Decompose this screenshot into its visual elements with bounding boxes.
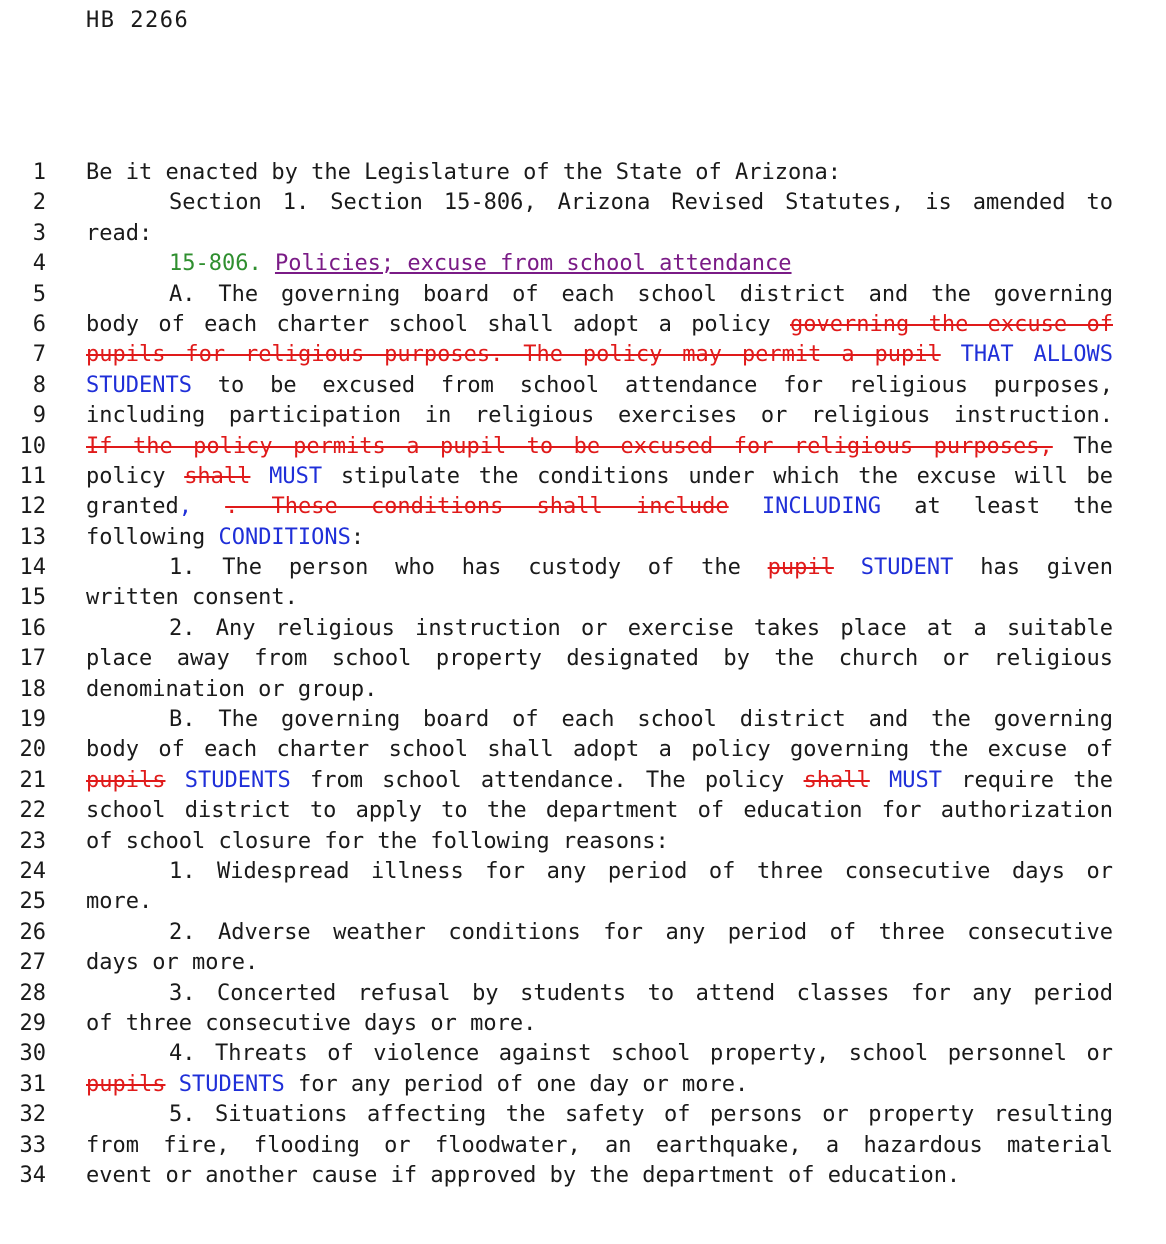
text-segment: stipulate the conditions under which the excuse will be bbox=[322, 463, 1113, 489]
bill-line bbox=[0, 219, 1166, 249]
inserted-text: THAT ALLOWS bbox=[960, 342, 1113, 368]
line-text bbox=[86, 857, 1113, 887]
inserted-text: , bbox=[178, 494, 226, 520]
line-number: 8 bbox=[32, 372, 46, 398]
text-segment: body of each charter school shall adopt a policy bbox=[86, 311, 791, 337]
text-segment: following bbox=[86, 524, 219, 550]
text-segment: 3. Concerted refusal by students to attend classes for any period bbox=[169, 980, 1113, 1006]
text-segment: from school attendance. The policy bbox=[290, 767, 804, 793]
text-segment: 5. Situations affecting the safety of persons or property resulting bbox=[169, 1102, 1113, 1128]
line-text bbox=[86, 948, 1113, 978]
line-text bbox=[86, 401, 1113, 431]
line-number: 17 bbox=[19, 646, 46, 672]
bill-line bbox=[0, 675, 1166, 705]
bill-line bbox=[0, 1131, 1166, 1161]
line-number: 28 bbox=[19, 980, 46, 1006]
bill-line bbox=[0, 188, 1166, 218]
text-segment: : bbox=[350, 524, 365, 550]
text-segment: of school closure for the following reasons: bbox=[86, 828, 669, 854]
bill-line bbox=[0, 1009, 1166, 1039]
text-segment: denomination or group. bbox=[86, 676, 378, 702]
line-text bbox=[86, 918, 1113, 948]
text-segment bbox=[165, 1072, 178, 1097]
bill-line bbox=[0, 340, 1166, 370]
text-segment: more. bbox=[86, 889, 153, 915]
bill-line bbox=[0, 462, 1166, 492]
bill-line bbox=[0, 492, 1166, 522]
bill-text bbox=[0, 158, 1166, 1191]
bill-line bbox=[0, 827, 1166, 857]
line-number: 5 bbox=[32, 281, 46, 307]
line-number: 2 bbox=[32, 190, 46, 216]
line-number: 25 bbox=[19, 889, 46, 915]
line-text bbox=[86, 1070, 1113, 1100]
bill-line bbox=[0, 523, 1166, 553]
line-number: 33 bbox=[19, 1132, 46, 1158]
line-text bbox=[86, 583, 1113, 613]
text-segment: to be excused from school attendance for religious purposes, bbox=[191, 372, 1113, 398]
bill-line bbox=[0, 1161, 1166, 1191]
line-text bbox=[86, 158, 1113, 188]
stricken-text: governing the excuse of bbox=[790, 311, 1113, 337]
text-segment: 1. The person who has custody of the bbox=[169, 555, 768, 581]
bill-line bbox=[0, 371, 1166, 401]
line-text bbox=[86, 675, 1113, 705]
text-segment bbox=[165, 768, 184, 793]
bill-line bbox=[0, 887, 1166, 917]
line-number: 32 bbox=[19, 1102, 46, 1128]
line-number: 14 bbox=[19, 555, 46, 581]
line-number: 21 bbox=[19, 767, 46, 793]
bill-line bbox=[0, 553, 1166, 583]
stricken-text: . These conditions shall include bbox=[225, 494, 729, 520]
line-text bbox=[86, 280, 1113, 310]
line-number: 13 bbox=[19, 524, 46, 550]
text-segment: body of each charter school shall adopt a policy governing the excuse of bbox=[86, 737, 1113, 763]
text-segment: The bbox=[1052, 433, 1113, 459]
bill-line bbox=[0, 766, 1166, 796]
line-text bbox=[86, 371, 1113, 401]
line-text bbox=[86, 1131, 1113, 1161]
line-number: 15 bbox=[19, 585, 46, 611]
bill-line bbox=[0, 614, 1166, 644]
bill-line bbox=[0, 948, 1166, 978]
line-text bbox=[86, 735, 1113, 765]
text-segment: require the bbox=[942, 767, 1113, 793]
bill-line bbox=[0, 918, 1166, 948]
text-segment: written consent. bbox=[86, 585, 298, 611]
text-segment: Section 1. Section 15-806, Arizona Revised Statutes, is amended to bbox=[169, 190, 1113, 216]
stricken-text: pupils for religious purposes. The policy may permit a pupil bbox=[86, 342, 941, 368]
text-segment: event or another cause if approved by the department of education. bbox=[86, 1162, 961, 1188]
inserted-text: MUST bbox=[269, 463, 323, 489]
text-segment: including participation in religious exercises or religious instruction. bbox=[86, 403, 1113, 429]
text-segment: granted bbox=[86, 494, 179, 520]
line-number: 1 bbox=[32, 160, 46, 185]
bill-line bbox=[0, 1039, 1166, 1069]
line-number: 16 bbox=[19, 615, 46, 641]
bill-line bbox=[0, 310, 1166, 340]
bill-line bbox=[0, 796, 1166, 826]
bill-line bbox=[0, 401, 1166, 431]
line-number: 23 bbox=[19, 828, 46, 854]
text-segment: at least the bbox=[881, 494, 1113, 520]
bill-line bbox=[0, 857, 1166, 887]
bill-number: HB 2266 bbox=[86, 8, 190, 33]
line-number: 20 bbox=[19, 737, 46, 763]
line-number: 18 bbox=[19, 676, 46, 702]
line-text bbox=[86, 310, 1113, 340]
bill-line bbox=[0, 644, 1166, 674]
stricken-text: shall bbox=[184, 463, 251, 489]
line-text bbox=[86, 614, 1113, 644]
bill-line bbox=[0, 432, 1166, 462]
line-text bbox=[86, 766, 1113, 796]
bill-line bbox=[0, 979, 1166, 1009]
text-segment: place away from school property designated by the church or religious bbox=[86, 646, 1113, 672]
text-segment: read: bbox=[86, 220, 153, 246]
bill-line bbox=[0, 249, 1166, 279]
line-number: 7 bbox=[32, 342, 46, 368]
section-title: Policies; excuse from school attendance bbox=[274, 251, 792, 277]
stricken-text: shall bbox=[803, 767, 870, 793]
line-number: 3 bbox=[32, 220, 46, 246]
bill-line bbox=[0, 735, 1166, 765]
line-number: 10 bbox=[19, 433, 46, 459]
inserted-text: STUDENT bbox=[860, 555, 954, 581]
text-segment: school district to apply to the department of education for authorization bbox=[86, 798, 1113, 824]
line-text bbox=[86, 432, 1113, 462]
text-segment: 1. Widespread illness for any period of three consecutive days or bbox=[169, 858, 1113, 884]
inserted-text: CONDITIONS bbox=[218, 524, 351, 550]
text-segment: policy bbox=[86, 463, 185, 489]
text-segment: A. The governing board of each school district and the governing bbox=[169, 281, 1113, 307]
inserted-text: STUDENTS bbox=[178, 1071, 285, 1097]
text-segment: of three consecutive days or more. bbox=[86, 1010, 537, 1036]
line-text bbox=[86, 796, 1113, 826]
section-number: 15-806. bbox=[169, 251, 262, 277]
line-number: 22 bbox=[19, 798, 46, 824]
line-number: 6 bbox=[32, 311, 46, 337]
line-text bbox=[86, 523, 1113, 553]
line-text bbox=[86, 340, 1113, 370]
text-segment: 4. Threats of violence against school property, school personnel or bbox=[169, 1041, 1113, 1067]
line-text bbox=[86, 705, 1113, 735]
line-number: 12 bbox=[19, 494, 46, 520]
inserted-text: MUST bbox=[889, 767, 943, 793]
line-number: 34 bbox=[19, 1162, 46, 1188]
stricken-text: If the policy permits a pupil to be excused for religious purposes, bbox=[86, 433, 1053, 459]
line-text bbox=[86, 462, 1113, 492]
line-text bbox=[86, 827, 1113, 857]
inserted-text: STUDENTS bbox=[86, 372, 192, 398]
line-number: 24 bbox=[19, 858, 46, 884]
line-number: 11 bbox=[19, 463, 46, 489]
text-segment: for any period of one day or more. bbox=[284, 1071, 749, 1097]
line-text bbox=[86, 219, 1113, 249]
bill-line bbox=[0, 158, 1166, 188]
text-segment: has given bbox=[953, 555, 1113, 581]
line-text bbox=[86, 644, 1113, 674]
text-segment bbox=[870, 768, 889, 793]
line-number: 19 bbox=[19, 707, 46, 733]
line-text bbox=[86, 1100, 1113, 1130]
line-number: 31 bbox=[19, 1071, 46, 1097]
text-segment: B. The governing board of each school district and the governing bbox=[169, 707, 1113, 733]
line-text bbox=[86, 1039, 1113, 1069]
text-segment bbox=[834, 555, 861, 580]
line-number: 4 bbox=[32, 251, 46, 277]
line-text bbox=[86, 887, 1113, 917]
stricken-text: pupil bbox=[767, 555, 834, 581]
line-text bbox=[86, 553, 1113, 583]
bill-line bbox=[0, 705, 1166, 735]
line-number: 26 bbox=[19, 919, 46, 945]
stricken-text: pupils bbox=[86, 767, 166, 793]
stricken-text: pupils bbox=[86, 1071, 166, 1097]
text-segment bbox=[941, 342, 961, 367]
line-number: 30 bbox=[19, 1041, 46, 1067]
bill-line bbox=[0, 280, 1166, 310]
text-segment: Be it enacted by the Legislature of the State of Arizona: bbox=[86, 160, 841, 185]
text-segment bbox=[729, 494, 762, 519]
line-text bbox=[86, 1009, 1113, 1039]
line-text bbox=[86, 1161, 1113, 1191]
line-number: 29 bbox=[19, 1010, 46, 1036]
text-segment bbox=[250, 464, 269, 489]
line-text bbox=[86, 492, 1113, 522]
bill-line bbox=[0, 583, 1166, 613]
line-text bbox=[86, 188, 1113, 218]
line-number: 27 bbox=[19, 950, 46, 976]
line-text bbox=[86, 979, 1113, 1009]
inserted-text: STUDENTS bbox=[184, 767, 291, 793]
bill-line bbox=[0, 1100, 1166, 1130]
line-text bbox=[86, 249, 1113, 279]
line-number: 9 bbox=[32, 403, 46, 429]
text-segment: days or more. bbox=[86, 950, 259, 976]
inserted-text: INCLUDING bbox=[761, 494, 882, 520]
text-segment: from fire, flooding or floodwater, an earthquake, a hazardous material bbox=[86, 1132, 1113, 1158]
text-segment: 2. Adverse weather conditions for any period of three consecutive bbox=[169, 919, 1113, 945]
bill-line bbox=[0, 1070, 1166, 1100]
text-segment bbox=[262, 251, 275, 276]
text-segment: 2. Any religious instruction or exercise takes place at a suitable bbox=[169, 615, 1113, 641]
